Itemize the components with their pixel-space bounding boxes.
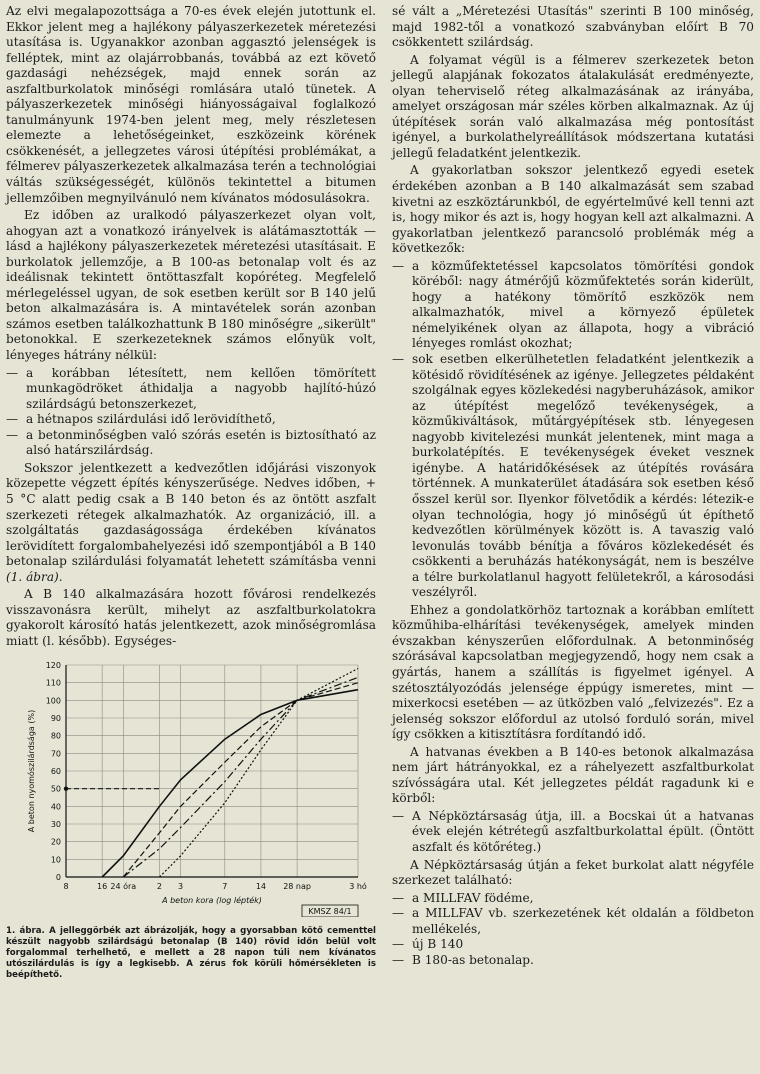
x-axis-label: A beton kora (log lépték) (162, 896, 262, 906)
x-tick-label: 14 (255, 882, 267, 892)
paragraph: Ehhez a gondolatkörhöz tartoznak a korábban említett közműhiba-elhárítási tevékenységek, amelyek minden évszakban kényszerűen előfordulnak. A betonminőség szórásával kapcsolatban megjegyzendő, hogy nem csak a gyártás, hanem a szállítás is figyelmet igényel. A szétosztályozódás jelensége éppúgy ismeretes, mint — mixerkocsi esetében — az ütközben való „felvizezés". Ez a jelenség sokszor előfordul az utolsó forduló során, mivel így csökken a kitisztításra fordítandó idő. (392, 602, 754, 742)
x-tick-label: 16 (97, 882, 108, 892)
list-item: — a közműfektetéssel kapcsolatos tömörítési gondok köréből: nagy átmérőjű közműfektetés során kiderült, hogy a hatékony tömörítő eszközök nem alkalmazhatók, mivel a környező épületek némelyikének olyan az állapota, hogy a vibráció lényeges romlást okozhat; (392, 259, 754, 352)
y-tick-label: 80 (50, 732, 61, 742)
paragraph: A hatvanas években a B 140-es betonok alkalmazása nem járt hátrányokkal, ez a ráhelyezett aszfaltburkolat szívósságára utal. Két jellegzetes példát ragadunk ki e körből: (392, 744, 754, 806)
x-tick-label: 24 óra (110, 882, 137, 892)
list-item: — A Népköztársaság útja, ill. a Bocskai út a hatvanas évek elején kétrétegű aszfaltburkolattal épült. (Öntött aszfalt és kötőréteg.) (392, 809, 754, 856)
list-item: — a betonminőségben való szórás esetén is biztosítható az alsó határszilárdság. (6, 428, 376, 459)
list-item: — a MILLFAV vb. szerkezetének két oldalán a földbeton mellékelés, (392, 906, 754, 937)
y-tick-label: 30 (50, 820, 61, 830)
bullet-list (392, 259, 754, 601)
y-tick-label: 0 (55, 873, 61, 883)
paragraph: A gyakorlatban sokszor jelentkező egyedi esetek érdekében azonban a B 140 alkalmazását sem szabad kivetni az eszköztárunkból, de egyértelművé kell tenni azt is, hogy mikor és azt is, hogy hogyan kell azt alkalmazni. A gyakorlatban jelentkező parancsoló problémák még a következők: (392, 163, 754, 256)
list-item: — új B 140 (392, 937, 754, 953)
figure-reference: (1. ábra). (6, 569, 63, 584)
right-column (392, 4, 754, 970)
y-tick-label: 90 (50, 714, 61, 724)
list-item: — B 180-as betonalap. (392, 953, 754, 969)
y-tick-label: 20 (50, 838, 61, 848)
paragraph: sé vált a „Méretezési Utasítás" szerinti B 100 minőség, majd 1982-től a vonatkozó szabványban előírt B 70 csökkentett szilárdság. (392, 4, 754, 50)
y-tick-label: 10 (50, 855, 61, 865)
y-tick-label: 50 (50, 785, 61, 795)
paragraph: A B 140 alkalmazására hozott fővárosi rendelkezés visszavonásra került, mihelyt az aszfaltburkolatokra gyakorolt károsító hatás jelentkezett, azok minőségromlása miatt (l. később). Egységes- (6, 587, 376, 648)
left-column (6, 4, 376, 985)
x-tick-label: 7 (222, 882, 228, 892)
paragraph: Ez időben az uralkodó pályaszerkezet olyan volt, ahogyan azt a vonatkozó irányelvek is alátámasztották — lásd a hajlékony pályaszerkezetek méretezési utasításait. E burkolatok jellemzője, a B 100-as betonalap volt és az ideálisnak tekintett öntöttaszfalt kopóréteg. Megfelelő mérlegeléssel ugyan, de sok esetben került sor B 140 jelű beton alkalmazására is. A mintavételek során azonban számos esetben találkozhattunk B 180 minőségre „sikerült" betonokkal. E szerkezeteknek számos előnyük volt, lényeges hátrány nélkül: (6, 208, 376, 363)
bullet-list (392, 891, 754, 969)
list-item: — a hétnapos szilárdulási idő lerövidíthető, (6, 412, 376, 428)
bullet-list (392, 809, 754, 856)
paragraph: A folyamat végül is a félmerev szerkezetek beton jellegű alapjának fokozatos átalakulását eredményezte, olyan teherviselő réteg alkalmazásának az irányába, amelyet országosan már széles körben alkalmaznak. Az új útépítések során való alkalmazása még pontosítást igényel, a burkolathelyreállítások módszertana kutatási jellegű feladatként jelentkezik. (392, 52, 754, 160)
y-tick-label: 40 (50, 802, 61, 812)
y-tick-label: 110 (45, 679, 61, 689)
y-tick-label: 60 (50, 767, 61, 777)
list-item: — sok esetben elkerülhetetlen feladatként jelentkezik a kötésidő rövidítésének az igénye. Jellegzetes példaként szolgálnak egyes közlekedési nagyberuházások, amikor az útépítést megelőző tevékenységek, a közműkiváltások, műtárgyépítések stb. lényegesen nagyobb kivitelezési munkát jelentenek, mint maga a burkolatépítés. E tevékenységek éveket vesznek igénybe. A határidőkésések az útépítés rovására történnek. A munkaterület átadására sok esetben késő ősszel kerül sor. Ilyenkor fölvetődik a kérdés: létezik-e olyan technológia, hogy jó minőségű út építhető kedvezőtlen körülmények között is. A tavaszig való levonulás tovább bénítja a főváros közlekedését és csökkenti a beruházás hatékonyságát, nem is beszélve a télre burkolatlanul hagyott felületekről, a károsodási veszélyről. (392, 352, 754, 601)
paragraph (6, 461, 376, 585)
series-line (123, 683, 358, 877)
x-tick-label: 3 hó (349, 882, 367, 892)
reference-marker (64, 787, 68, 791)
y-axis-label: A beton nyomószilárdsága (%) (27, 710, 36, 833)
x-tick-label: 2 (156, 882, 163, 892)
y-tick-label: 100 (45, 696, 61, 706)
list-item: — a korábban létesített, nem kellően tömörített munkagödröket áthidalja a nagyobb hajlító-húzó szilárdságú betonszerkezet, (6, 366, 376, 413)
x-tick-label: 28 nap (283, 882, 311, 892)
y-tick-label: 70 (50, 749, 61, 759)
series-line (123, 678, 358, 878)
figure-1 (6, 655, 376, 981)
y-tick-label: 120 (45, 661, 61, 671)
x-tick-label: 8 (63, 882, 69, 892)
list-item: — a MILLFAV födéme, (392, 891, 754, 907)
x-tick-label: 3 (178, 882, 184, 892)
bullet-list (6, 366, 376, 459)
figure-caption: 1. ábra. A jelleggörbék azt ábrázolják, hogy a gyorsabban kötő cementtel készült nagyobb szilárdságú betonalap (B 140) rövid időn belül volt forgalommal terhelhető, e mellett a 28 napon túli nem kívánatos utószilárdulás is így a legkisebb. A zérus fok körüli hőmérsékleten is beépíthető. (6, 925, 376, 980)
paragraph-text: Sokszor jelentkezett a kedvezőtlen időjárási viszonyok közepette végzett építés kényszerűsége. Nedves időben, + 5 °C alatt pedig csak a B 140 beton és az öntött aszfalt szerkezeti rétegek alkalmazhatók. Az organizáció, ill. a szolgáltatás gazdaságossága érdekében kívánatos lerövidített forgalombahelyezési idő szempontjából a B 140 betonalap szilárdulási folyamatát lehetett számításba venni (6, 460, 376, 569)
paragraph: Az elvi megalapozottsága a 70-es évek elején jutottunk el. Ekkor jelent meg a hajlékony pályaszerkezetek méretezési utasítása is. Ugyanakkor azonban aggasztó jelenségek is felléptek, mint az olajárrobbanás, továbbá az ezt követő gazdasági nehézségek, majd ennek során az aszfaltburkolatok minőségi romlására utaló tünetek. A pályaszerkezetek minőségi hiányosságaival foglalkozó tanulmányunk 1974-ben jelent meg, mely részletesen elemezte a lehetőségeinket, eszközeink körének csökkenését, a jellegzetes városi útépítési problémákat, a félmerev pályaszerkezetek alkalmazása terén a technológiai váltás szükségességét, különös tekintettel a bitumen jellemzőiben megnyilvánuló nem kívánatos módosulásokra. (6, 4, 376, 205)
stamp-text: KMSZ 84/1 (308, 907, 352, 917)
paragraph: A Népköztársaság útján a feket burkolat alatt négyféle szerkezet található: (392, 857, 754, 888)
strength-chart (6, 655, 376, 917)
